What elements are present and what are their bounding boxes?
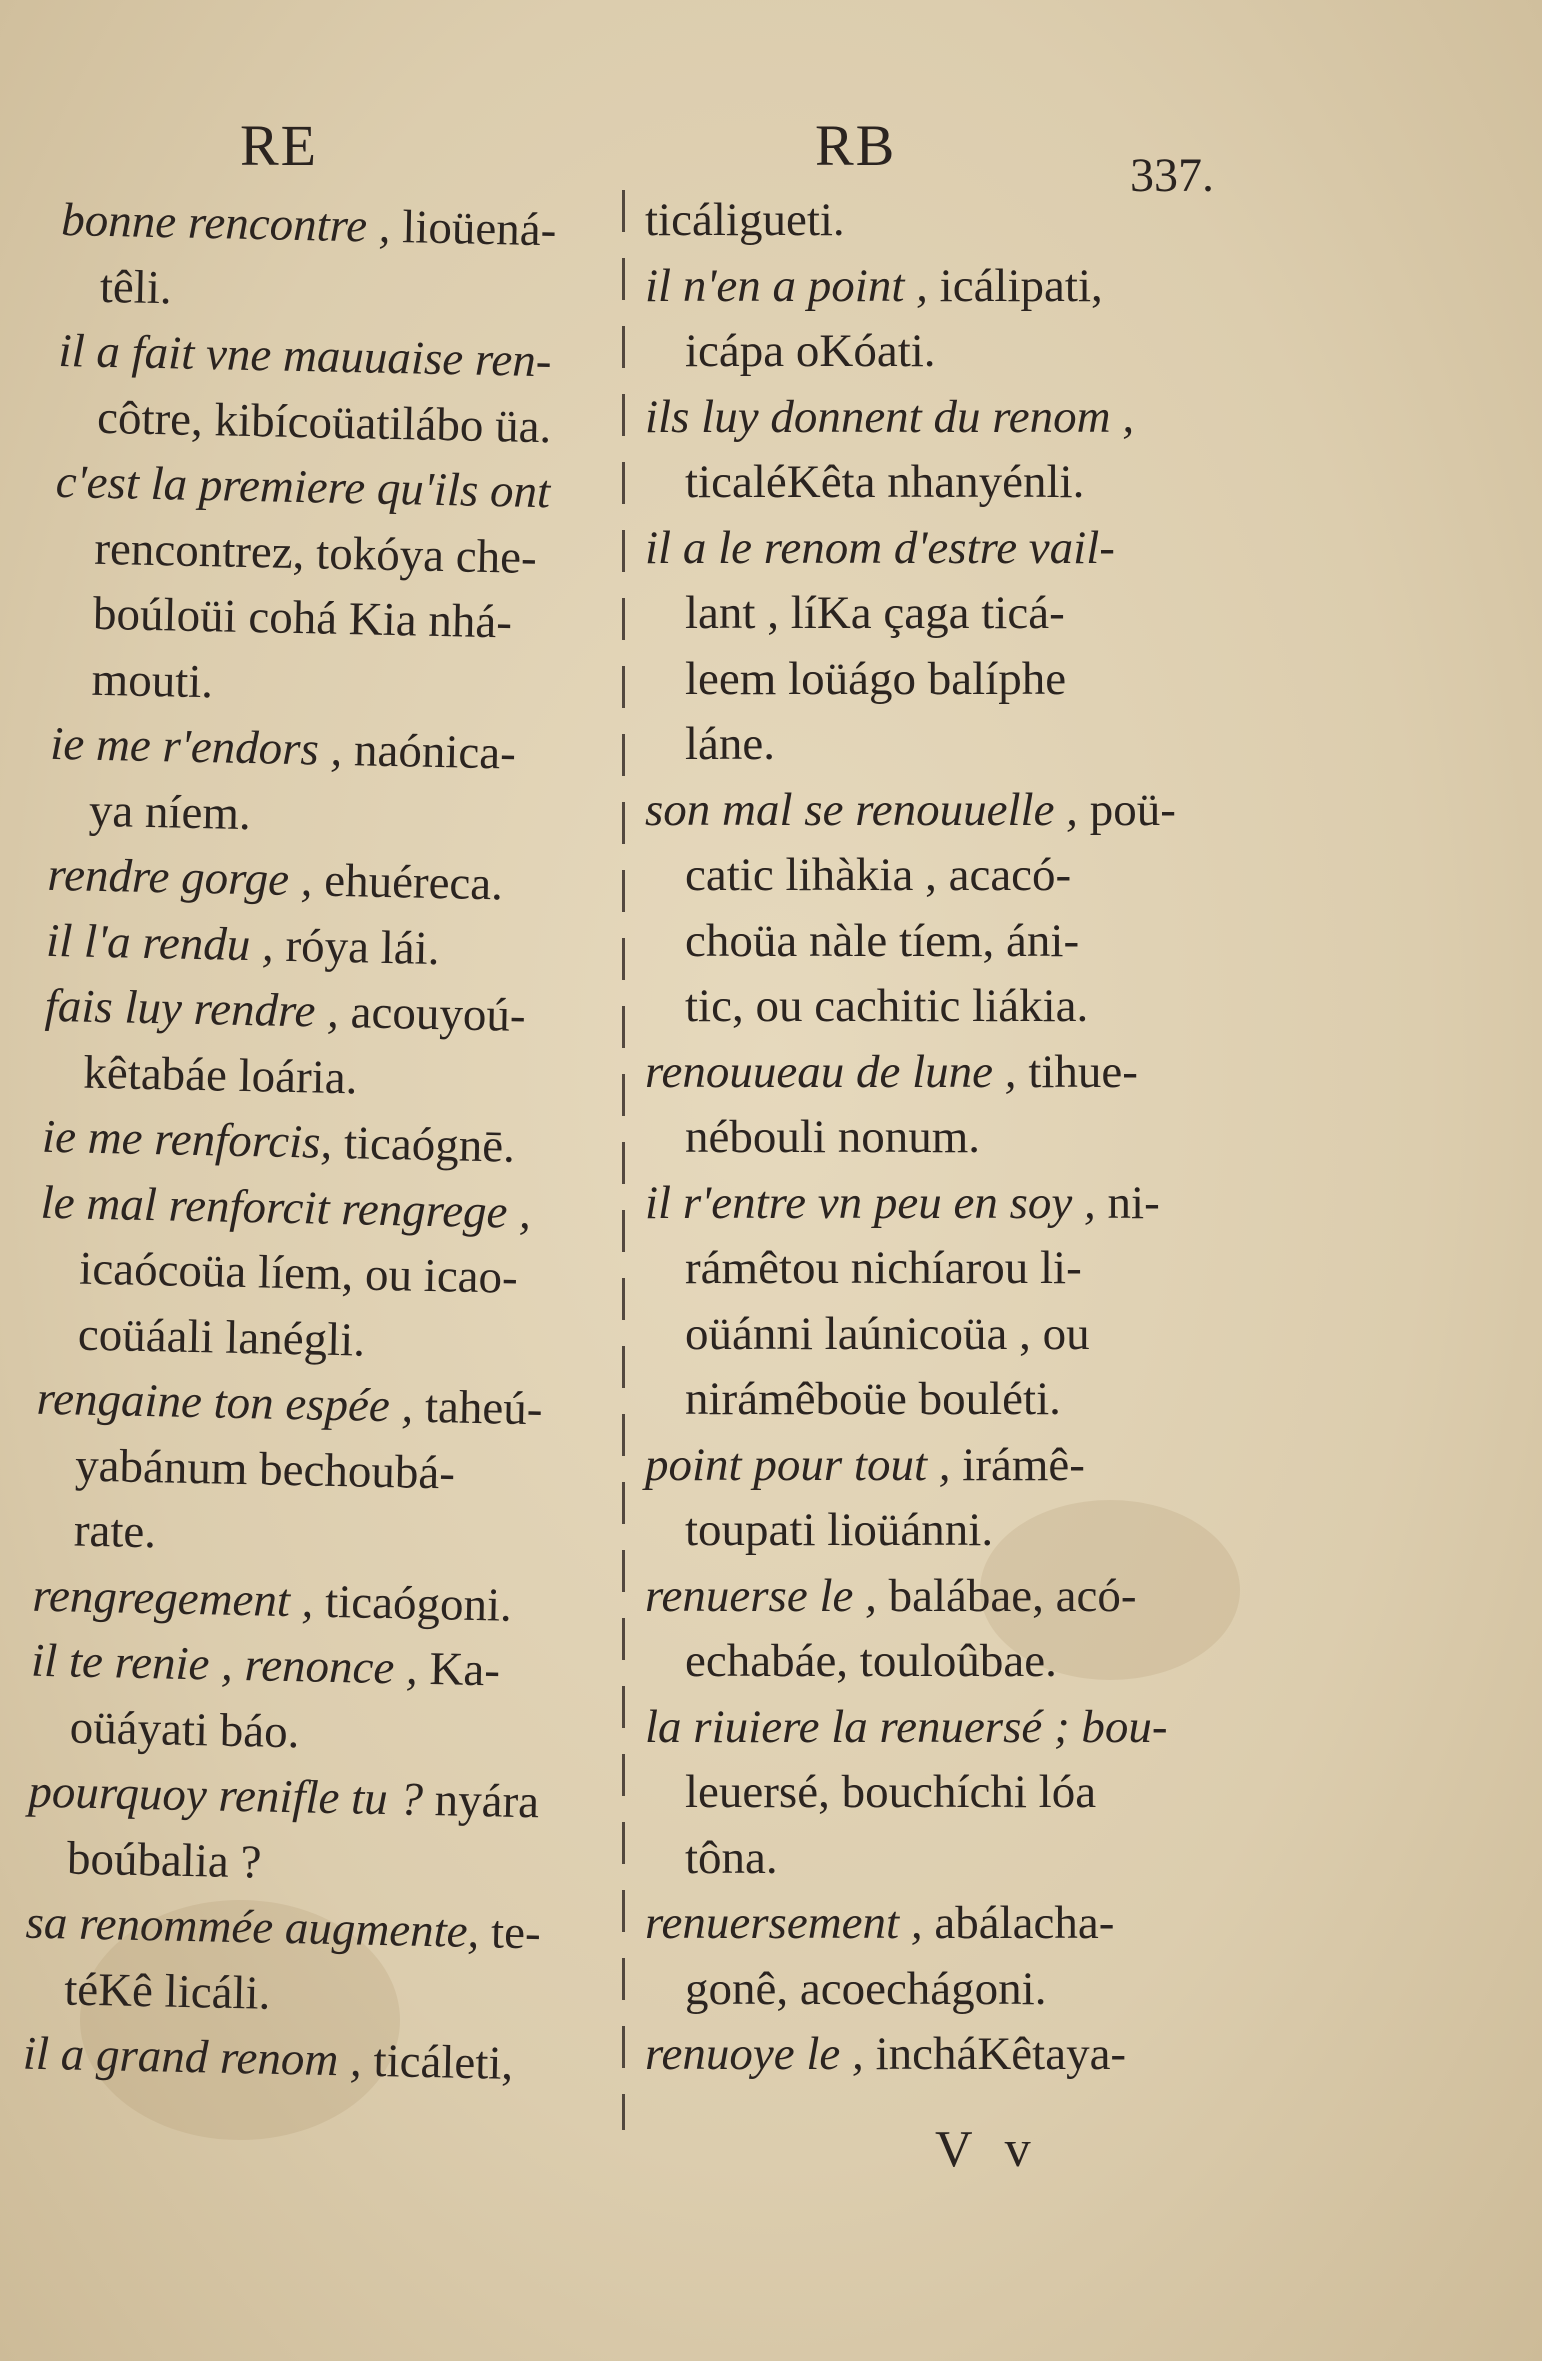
french-headword: son mal se renouuelle , — [645, 783, 1078, 836]
entry-continuation-line: rencontrez, tokóya che- — [93, 522, 538, 584]
dictionary-entry — [645, 2022, 1245, 2088]
french-headword: il a le renom d'estre vail- — [645, 521, 1115, 574]
entry-first-line — [40, 1170, 601, 1247]
entry-continuation-line: têli. — [99, 260, 173, 314]
carib-translation: nyára — [422, 1773, 540, 1829]
dictionary-entry — [29, 1629, 592, 1772]
entry-continuation-line: lant , líKa çaga ticá- — [685, 587, 1065, 639]
entry-first-line — [55, 450, 616, 527]
french-headword: bonne rencontre , — [60, 193, 392, 253]
dictionary-entry — [22, 2022, 583, 2099]
entry-continuation-line: oüáyati báo. — [69, 1701, 300, 1758]
dictionary-entry — [645, 188, 1245, 254]
carib-translation: ticáleti, — [361, 2034, 514, 2090]
carib-translation: ticáligueti. — [645, 194, 845, 246]
dictionary-entry — [48, 712, 611, 855]
entry-first-line — [645, 2022, 1245, 2088]
entry-first-line — [25, 1891, 586, 1968]
french-headword: il n'en a point , — [645, 259, 928, 312]
carib-translation: acouyoú- — [338, 985, 527, 1042]
carib-translation: te- — [478, 1906, 542, 1960]
entry-first-line — [28, 1760, 589, 1837]
entry-first-line — [22, 2022, 583, 2099]
french-headword: rendre gorge , — [47, 848, 314, 907]
entry-first-line — [645, 1564, 1245, 1630]
entry-continuation-line: rámêtou nichíarou li- — [685, 1242, 1082, 1294]
running-head-left: RE — [240, 113, 319, 178]
dictionary-entry — [57, 319, 620, 462]
french-headword: rengregement , — [31, 1569, 315, 1628]
carib-translation: incháKêtaya- — [863, 2028, 1127, 2080]
entry-continuation-line: echabáe, touloûbae. — [685, 1635, 1057, 1687]
entry-continuation-line: nébouli nonum. — [685, 1111, 981, 1163]
dictionary-entry — [43, 974, 606, 1117]
entry-continuation-line: boúbalia ? — [66, 1831, 262, 1889]
entry-first-line — [46, 908, 607, 985]
entry-continuation-line: mouti. — [91, 653, 214, 708]
entry-continuation-line: kêtabáe loária. — [82, 1046, 358, 1104]
entry-first-line — [61, 188, 622, 265]
entry-continuation-line: catic lihàkia , acacó- — [685, 849, 1072, 901]
dictionary-entry — [32, 1563, 593, 1640]
french-headword: renuerse le , — [645, 1569, 877, 1622]
french-headword: point pour tout , — [645, 1438, 951, 1491]
dictionary-entry — [645, 1891, 1245, 2022]
carib-translation: ticaógoni. — [312, 1575, 513, 1632]
dictionary-entry — [33, 1367, 597, 1575]
french-headword: le mal renforcit rengrege , — [40, 1176, 532, 1239]
dictionary-entry — [645, 385, 1245, 516]
french-headword: renuoye le , — [645, 2028, 864, 2080]
dictionary-entry — [47, 843, 608, 920]
french-headword: ie me renforcis, — [41, 1110, 333, 1169]
entry-first-line — [645, 1695, 1245, 1761]
dictionary-entry — [645, 1171, 1245, 1433]
entry-continuation-line: leuersé, bouchíchi lóa — [685, 1766, 1097, 1818]
entry-continuation-line: toupati lioüánni. — [685, 1504, 994, 1556]
entry-first-line — [30, 1629, 591, 1706]
dictionary-entry — [24, 1891, 587, 2034]
carib-translation: poü- — [1077, 783, 1176, 836]
entry-continuation-line: rate. — [73, 1504, 157, 1559]
entry-continuation-line: láne. — [685, 718, 776, 770]
french-headword: renouueau de lune , — [645, 1045, 1017, 1098]
entry-first-line — [645, 385, 1245, 451]
page-number: 337. — [1130, 149, 1214, 202]
entry-continuation-line: coüáali lanégli. — [77, 1308, 366, 1367]
entry-first-line — [645, 1171, 1245, 1237]
entry-continuation-line: ya níem. — [88, 784, 252, 840]
right-column — [645, 188, 1245, 2088]
dictionary-entry — [645, 1040, 1245, 1171]
french-headword: sa renommée augmente, — [25, 1896, 480, 1959]
french-headword: il te renie , renonce , — [30, 1634, 419, 1695]
entry-first-line — [36, 1367, 597, 1444]
french-headword: renuersement , — [645, 1897, 923, 1949]
entry-continuation-line: téKê licáli. — [63, 1962, 271, 2020]
entry-continuation-line: choüa nàle tíem, áni- — [685, 914, 1080, 967]
entry-first-line — [41, 1105, 602, 1182]
french-headword: il r'entre vn peu en soy , — [645, 1176, 1096, 1229]
french-headword: il l'a rendu , — [45, 914, 275, 972]
entry-first-line — [645, 778, 1245, 844]
dictionary-entry — [645, 516, 1245, 778]
carib-translation: ni- — [1095, 1176, 1160, 1229]
carib-translation: Ka- — [417, 1642, 501, 1697]
entry-first-line — [645, 188, 1245, 254]
carib-translation: balábae, acó- — [876, 1569, 1137, 1622]
carib-translation: taheú- — [412, 1380, 544, 1436]
dictionary-entry — [37, 1170, 601, 1378]
carib-translation: irámê- — [950, 1438, 1085, 1491]
entry-first-line — [645, 1891, 1245, 1957]
entry-first-line — [58, 319, 619, 396]
dictionary-entry — [51, 450, 616, 724]
carib-translation: lioüená- — [390, 200, 557, 257]
carib-translation: naónica- — [341, 723, 517, 780]
dictionary-entry — [645, 254, 1245, 385]
entry-continuation-line: oüánni laúnicoüa , ou — [685, 1307, 1090, 1360]
carib-translation: ehuéreca. — [311, 854, 504, 911]
entry-first-line — [32, 1563, 593, 1640]
carib-translation: ticaógnē. — [331, 1116, 516, 1173]
french-headword: la riuiere la renuersé ; bou- — [645, 1700, 1168, 1753]
dictionary-entry — [645, 1564, 1245, 1695]
dictionary-entry — [645, 1433, 1245, 1564]
dictionary-entry — [59, 188, 622, 331]
carib-translation: róya lái. — [273, 919, 441, 975]
dictionary-entry — [645, 1695, 1245, 1892]
french-headword: c'est la premiere qu'ils ont — [55, 455, 551, 519]
entry-first-line — [645, 516, 1245, 582]
catchword-signature: V v — [935, 2121, 1041, 2178]
entry-first-line — [50, 712, 611, 789]
french-headword: ie me r'endors , — [49, 717, 343, 776]
entry-continuation-line: leem loüágo balíphe — [685, 652, 1067, 705]
entry-first-line — [44, 974, 605, 1051]
entry-continuation-line: côtre, kibícoüatilábo üa. — [96, 391, 552, 453]
left-column — [22, 188, 622, 2099]
entry-continuation-line: tôna. — [685, 1831, 778, 1884]
running-head-right: RB — [815, 113, 897, 178]
entry-continuation-line: yabánum bechoubá- — [74, 1439, 456, 1500]
entry-continuation-line: icaócoüa líem, ou icao- — [78, 1242, 519, 1304]
dictionary-entry — [645, 778, 1245, 1040]
carib-translation: tihue- — [1016, 1045, 1138, 1098]
entry-first-line — [645, 1040, 1245, 1106]
dictionary-entry — [46, 908, 607, 985]
entry-continuation-line: ticaléKêta nhanyénli. — [685, 456, 1085, 508]
entry-continuation-line: nirámêboüe bouléti. — [685, 1373, 1061, 1425]
french-headword: il a fait vne mauuaise ren- — [58, 324, 553, 388]
carib-translation: abálacha- — [922, 1897, 1115, 1949]
entry-continuation-line: boúloüi cohá Kia nhá- — [92, 587, 513, 649]
french-headword: pourquoy renifle tu ? — [27, 1765, 424, 1826]
entry-continuation-line: gonê, acoechágoni. — [685, 1962, 1047, 2015]
entry-first-line — [645, 1433, 1245, 1499]
french-headword: ils luy donnent du renom , — [645, 390, 1135, 443]
dictionary-entry — [41, 1105, 602, 1182]
french-headword: il a grand renom , — [22, 2027, 363, 2087]
carib-translation: icálipati, — [927, 259, 1103, 312]
entry-first-line — [645, 254, 1245, 320]
column-divider — [622, 190, 625, 2130]
french-headword: fais luy rendre , — [44, 979, 340, 1038]
entry-first-line — [47, 843, 608, 920]
entry-continuation-line: icápa oKóati. — [685, 325, 936, 377]
entry-continuation-line: tic, ou cachitic liákia. — [685, 980, 1089, 1032]
dictionary-entry — [26, 1760, 589, 1903]
french-headword: rengaine ton espée , — [36, 1372, 414, 1433]
